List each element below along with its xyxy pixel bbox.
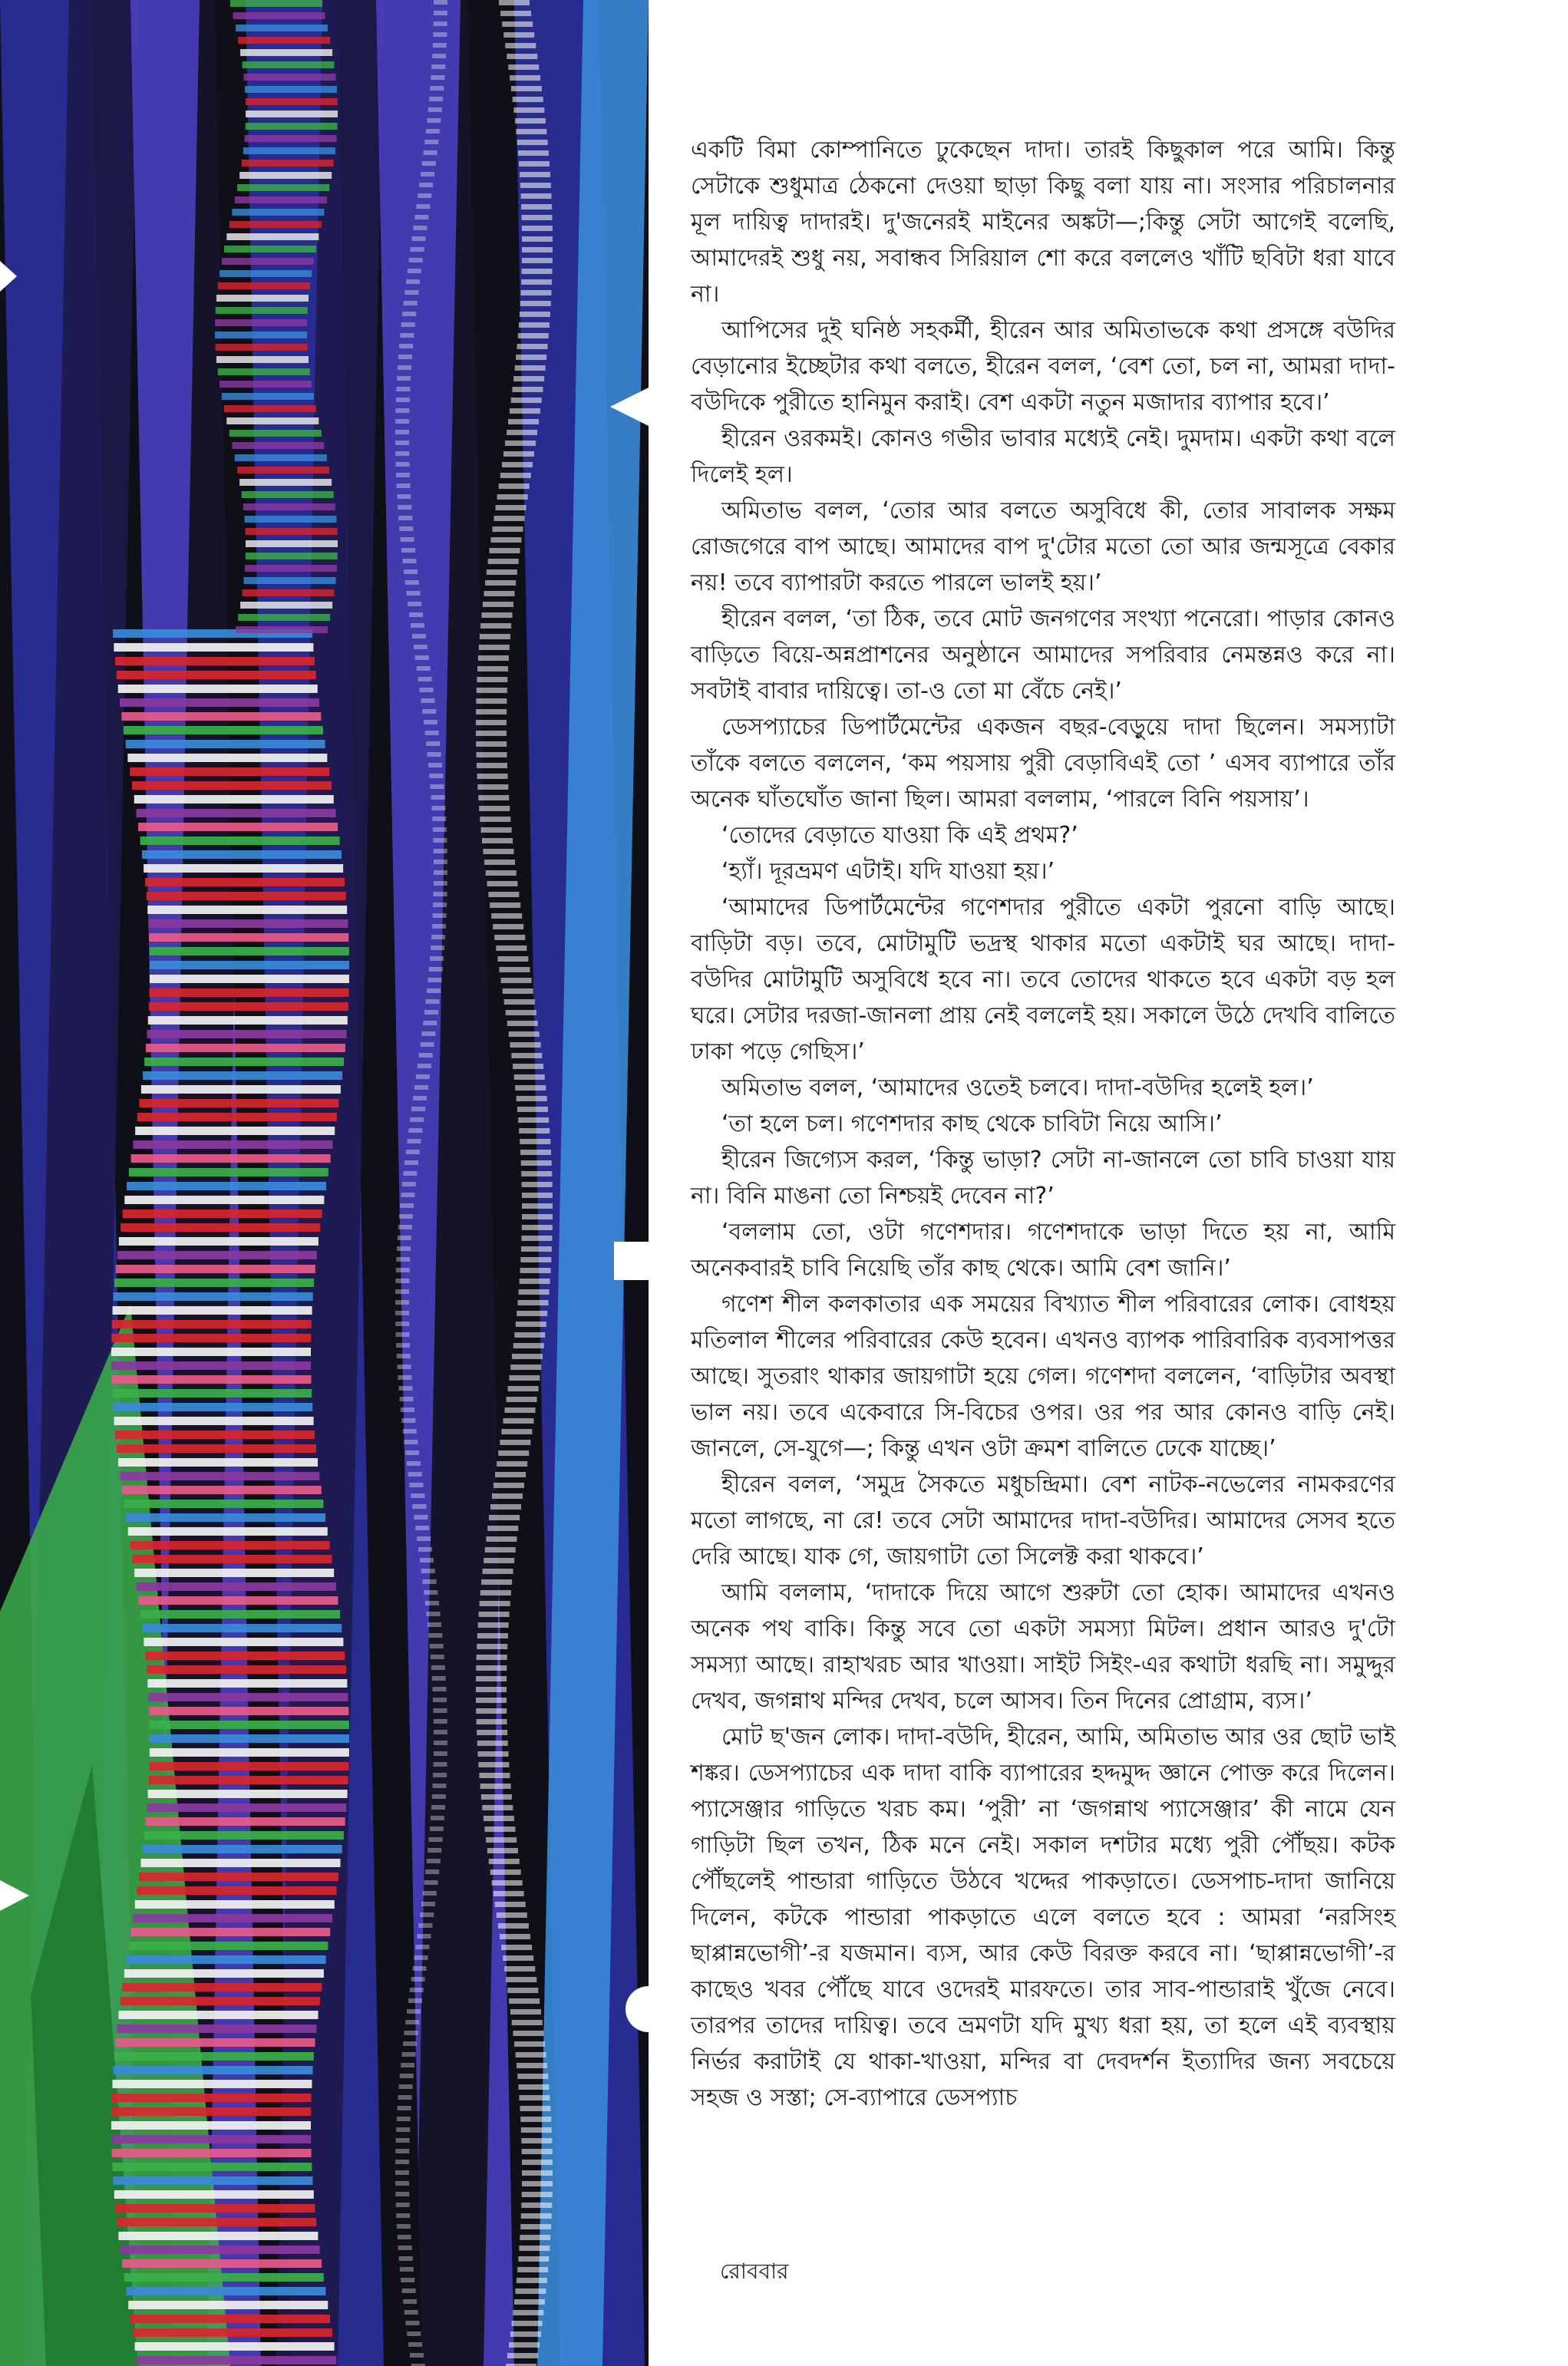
article-paragraph: একটি বিমা কোম্পানিতে ঢুকেছেন দাদা। তারই কিছুকাল পরে আমি। কিন্তু সেটাকে শুধুমাত্র ঠেকনো দেওয়া ছাড়া কিছু বলা যায় না। সংসার পরিচালনার মূল দায়িত্ব দাদারই। দু'জনেরই মাইনের অঙ্কটা—;কিন্তু সেটা আগেই বলেছি, আমাদেরই শুধু নয়, সবান্ধব সিরিয়াল শো করে বললেও খাঁটি ছবিটা ধরা যাবে না। xyxy=(691,137,1395,308)
article-body xyxy=(691,132,1395,2116)
article-paragraph: আপিসের দুই ঘনিষ্ঠ সহকর্মী, হীরেন আর অমিতাভকে কথা প্রসঙ্গে বউদির বেড়ানোর ইচ্ছেটার কথা বলতে, হীরেন বলল, ‘বেশ তো, চল না, আমরা দাদা-বউদিকে পুরীতে হানিমুন করাই। বেশ একটা নতুন মজাদার ব্যাপার হবে।’ xyxy=(691,317,1395,416)
article-paragraph: ‘তা হলে চল। গণেশদার কাছ থেকে চাবিটা নিয়ে আসি।’ xyxy=(721,1110,1223,1137)
article-paragraph: হীরেন বলল, ‘সমুদ্র সৈকতে মধুচন্দ্রিমা। বেশ নাটক-নভেলের নামকরণের মতো লাগছে, না রে! তবে সেটা আমাদের দাদা-বউদির। আমাদের সেসব হতে দেরি আছে। যাক গে, জায়গাটা তো সিলেক্ট করা থাকবে।’ xyxy=(691,1471,1395,1570)
abstract-artwork xyxy=(0,0,649,2366)
article-paragraph: ডেসপ্যাচের ডিপার্টমেন্টের একজন বছর-বেড়ুয়ে দাদা ছিলেন। সমস্যাটা তাঁকে বলতে বললেন, ‘কম পয়সায় পুরী বেড়াবিএই তো ’ এসব ব্যাপারে তাঁর অনেক ঘাঁতঘোঁত জানা ছিল। আমরা বললাম, ‘পারলে বিনি পয়সায়’। xyxy=(691,714,1395,813)
article-paragraph: গণেশ শীল কলকাতার এক সময়ের বিখ্যাত শীল পরিবারের লোক। বোধহয় মতিলাল শীলের পরিবারের কেউ হবেন। এখনও ব্যাপক পারিবারিক ব্যবসাপত্তর আছে। সুতরাং থাকার জায়গাটা হয়ে গেল। গণেশদা বললেন, ‘বাড়িটার অবস্থা ভাল নয়। তবে একেবারে সি-বিচের ওপর। ওর পর আর কোনও বাড়ি নেই। জানলে, সে-যুগে—; কিন্তু এখন ওটা ক্রমশ বালিতে ঢেকে যাচ্ছে।’ xyxy=(691,1291,1395,1462)
article-paragraph: হীরেন বলল, ‘তা ঠিক, তবে মোট জনগণের সংখ্যা পনেরো। পাড়ার কোনও বাড়িতে বিয়ে-অন্নপ্রাশনের অনুষ্ঠানে আমাদের সপরিবার নেমন্তন্নও করে না। সবটাই বাবার দায়িত্বে। তা-ও তো মা বেঁচে নেই।’ xyxy=(691,606,1395,705)
article-paragraph: হীরেন ওরকমই। কোনও গভীর ভাবার মধ্যেই নেই। দুমদাম। একটা কথা বলে দিলেই হল। xyxy=(691,425,1395,488)
article-paragraph: ‘হ্যাঁ। দূরভ্রমণ এটাই। যদি যাওয়া হয়।’ xyxy=(721,858,1055,885)
article-paragraph: মোট ছ'জন লোক। দাদা-বউদি, হীরেন, আমি, অমিতাভ আর ওর ছোট ভাই শঙ্কর। ডেসপ্যাচের এক দাদা বাকি ব্যাপারের হদ্দমুদ্দ জ্ঞানে পোক্ত করে দিলেন। প্যাসেঞ্জার গাড়িতে খরচ কম। ‘পুরী’ না ‘জগন্নাথ প্যাসেঞ্জার’ কী নামে যেন গাড়িটা ছিল তখন, ঠিক মনে নেই। সকাল দশটার মধ্যে পুরী পৌঁছয়। কটক পৌঁছলেই পান্ডারা গাড়িতে উঠবে খদ্দের পাকড়াতে। ডেসপাচ-দাদা জানিয়ে দিলেন, কটকে পান্ডারা পাকড়াতে এলে বলতে হবে : আমরা ‘নরসিংহ ছাপ্পান্নভোগী’-র যজমান। ব্যস, আর কেউ বিরক্ত করবে না। ‘ছাপ্পান্নভোগী’-র কাছেও খবর পৌঁছে যাবে ওদেরই মারফতে। তার সাব-পান্ডারাই খুঁজে নেবে। তারপর তাদের দায়িত্ব। তবে ভ্রমণটা যদি মুখ্য ধরা হয়, তা হলে এই ব্যবস্থায় নির্ভর করাটাই যে থাকা-খাওয়া, মন্দির বা দেবদর্শন ইত্যাদির জন্য সবচেয়ে সহজ ও সস্তা; সে-ব্যাপারে ডেসপ্যাচ xyxy=(691,1724,1395,2111)
article-paragraph: আমি বললাম, ‘দাদাকে দিয়ে আগে শুরুটা তো হোক। আমাদের এখনও অনেক পথ বাকি। কিন্তু সবে তো একটা সমস্যা মিটল। প্রধান আরও দু'টো সমস্যা আছে। রাহাখরচ আর খাওয়া। সাইট সিইং-এর কথাটা ধরছি না। সমুদ্দুর দেখব, জগন্নাথ মন্দির দেখব, চলে আসব। তিন দিনের প্রোগ্রাম, ব্যস।’ xyxy=(691,1579,1395,1714)
article-paragraph: ‘আমাদের ডিপার্টমেন্টের গণেশদার পুরীতে একটা পুরনো বাড়ি আছে। বাড়িটা বড়। তবে, মোটামুটি ভদ্রস্থ থাকার মতো একটাই ঘর আছে। দাদা-বউদির মোটামুটি অসুবিধে হবে না। তবে তোদের থাকতে হবে একটা বড় হল ঘরে। সেটার দরজা-জানলা প্রায় নেই বললেই হয়। সকালে উঠে দেখবি বালিতে ঢাকা পড়ে গেছিস।’ xyxy=(691,894,1395,1065)
article-paragraph: হীরেন জিগ্যেস করল, ‘কিন্তু ভাড়া? সেটা না-জানলে তো চাবি চাওয়া যায় না। বিনি মাঙনা তো নিশ্চয়ই দেবেন না?’ xyxy=(691,1147,1395,1209)
article-paragraph: ‘বললাম তো, ওটা গণেশদার। গণেশদাকে ভাড়া দিতে হয় না, আমি অনেকবারই চাবি নিয়েছি তাঁর কাছ থেকে। আমি বেশ জানি।’ xyxy=(691,1219,1395,1282)
article-paragraph: অমিতাভ বলল, ‘আমাদের ওতেই চলবে। দাদা-বউদির হলেই হল।’ xyxy=(721,1074,1314,1101)
article-paragraph: অমিতাভ বলল, ‘তোর আর বলতে অসুবিধে কী, তোর সাবালক সক্ষম রোজগেরে বাপ আছে। আমাদের বাপ দু'টোর মতো তো আর জন্মসূত্রে বেকার নয়! তবে ব্যাপারটা করতে পারলে ভালই হয়।’ xyxy=(691,497,1395,596)
article-paragraph: ‘তোদের বেড়াতে যাওয়া কি এই প্রথম?’ xyxy=(721,822,1078,849)
magazine-name: রোববার xyxy=(720,2259,789,2284)
